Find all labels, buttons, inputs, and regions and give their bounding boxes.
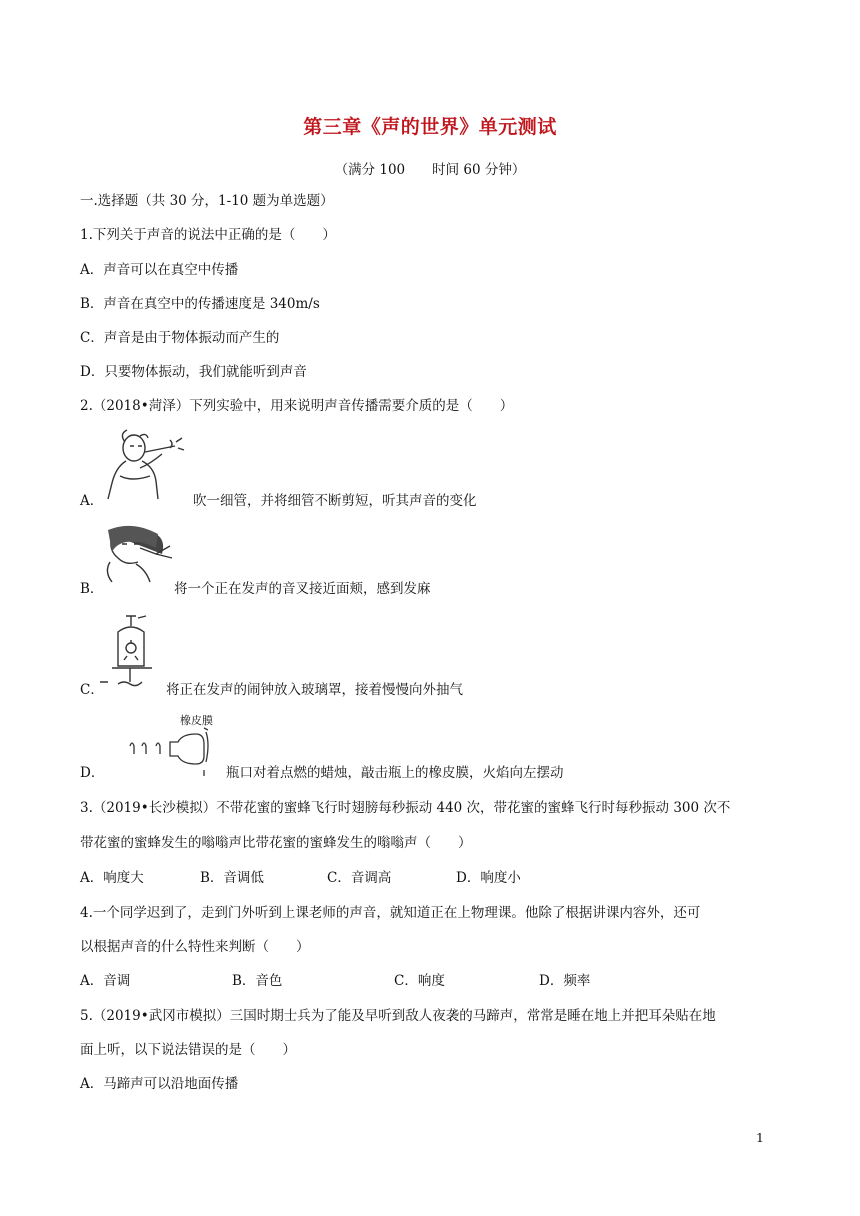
question-4-option-c: C．响度 — [394, 973, 445, 989]
question-3-option-b: B．音调低 — [200, 870, 264, 886]
question-4-option-b: B．音色 — [232, 973, 283, 989]
question-4-stem-line2: 以根据声音的什么特性来判断（ ） — [80, 939, 310, 955]
flute-player-figure — [100, 428, 192, 500]
question-1-option-b: B．声音在真空中的传播速度是 340m/s — [80, 296, 320, 312]
question-1-option-c: C．声音是由于物体振动而产生的 — [80, 330, 280, 346]
question-2-option-a — [80, 492, 477, 510]
question-4-option-d: D．频率 — [539, 973, 591, 989]
option-c-text: 将正在发声的闹钟放入玻璃罩，接着慢慢向外抽气 — [166, 682, 463, 698]
option-a-letter: A． — [80, 493, 104, 509]
rubber-membrane-label: 橡皮膜 — [180, 714, 213, 727]
section-heading: 一.选择题（共 30 分，1-10 题为单选题） — [80, 193, 334, 209]
question-2-stem: 2.（2018•菏泽）下列实验中，用来说明声音传播需要介质的是（ ） — [80, 398, 514, 414]
option-a-text: 吹一细管，并将细管不断剪短，听其声音的变化 — [193, 493, 477, 509]
bottle-candle-figure — [126, 726, 214, 776]
question-1-option-d: D．只要物体振动，我们就能听到声音 — [80, 364, 307, 380]
question-5-stem-line2: 面上听，以下说法错误的是（ ） — [80, 1042, 296, 1058]
tuning-fork-face-figure — [100, 524, 176, 584]
option-d-text: 瓶口对着点燃的蜡烛，敲击瓶上的橡皮膜，火焰向左摆动 — [226, 765, 564, 781]
question-3-option-c: C．音调高 — [327, 870, 392, 886]
question-1-option-a: A．声音可以在真空中传播 — [80, 262, 239, 278]
question-2-option-c — [80, 681, 463, 699]
question-2-option-d — [80, 764, 564, 782]
bell-jar-pump-figure — [100, 612, 164, 694]
question-2-option-b — [80, 580, 431, 598]
page-number: 1 — [756, 1130, 764, 1145]
option-d-letter: D． — [80, 765, 105, 781]
question-1-stem: 1.下列关于声音的说法中正确的是（ ） — [80, 227, 336, 243]
document-title: 第三章《声的世界》单元测试 — [303, 116, 557, 138]
option-b-letter: B． — [80, 581, 104, 597]
question-3-option-a: A．响度大 — [80, 870, 144, 886]
document-subtitle: （满分 100 时间 60 分钟） — [334, 162, 526, 178]
question-3-option-d: D．响度小 — [456, 870, 521, 886]
question-3-stem-line1: 3.（2019•长沙模拟）不带花蜜的蜜蜂飞行时翅膀每秒振动 440 次，带花蜜的蜜蜂飞行时每秒振动 300 次不 — [80, 800, 731, 816]
option-b-text: 将一个正在发声的音叉接近面颊，感到发麻 — [174, 581, 431, 597]
question-5-option-a: A．马蹄声可以沿地面传播 — [80, 1076, 239, 1092]
question-5-stem-line1: 5.（2019•武冈市模拟）三国时期士兵为了能及早听到敌人夜袭的马蹄声，常常是睡在地上并把耳朵贴在地 — [80, 1008, 716, 1024]
question-4-stem-line1: 4.一个同学迟到了，走到门外听到上课老师的声音，就知道正在上物理课。他除了根据讲课内容外，还可 — [80, 905, 701, 921]
question-4-option-a: A．音调 — [80, 973, 131, 989]
option-c-letter: C． — [80, 682, 104, 698]
question-3-stem-line2: 带花蜜的蜜蜂发生的嗡嗡声比带花蜜的蜜蜂发生的嗡嗡声（ ） — [80, 835, 472, 851]
